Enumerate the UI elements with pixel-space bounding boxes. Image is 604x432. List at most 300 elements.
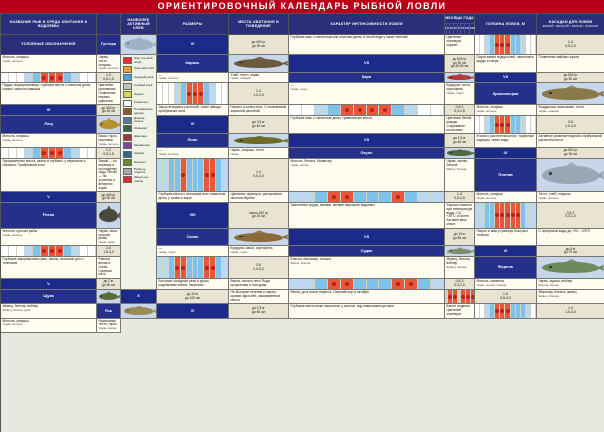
fish-silhouette (537, 257, 604, 278)
legend-item-4 (123, 91, 154, 98)
column-header-depth: ГЛУБИНА ЛОВЛИ, М (475, 14, 537, 35)
baits-cold-5 (157, 148, 229, 159)
peak-dot (506, 213, 510, 217)
activity-month-окт (72, 73, 80, 83)
legend-swatch (123, 159, 132, 166)
dorsal-fin (253, 230, 268, 233)
legend-item-7 (123, 117, 154, 124)
activity-strip-8 (475, 203, 537, 229)
activity-month-апр (25, 246, 33, 256)
depth-10 (229, 257, 289, 279)
bite-conditions-7: Цветение черемухи, распускание листьев березы (229, 192, 289, 203)
baits-cold-4 (1, 134, 97, 148)
bite-conditions-1: Появление майских жуков (537, 55, 604, 73)
activity-month-мар (17, 148, 25, 158)
bait-summer: Кукуруза, жмых, картофель (230, 246, 273, 251)
legend-item-3 (123, 83, 154, 90)
activity-row (445, 290, 474, 303)
fish-size-2 (537, 73, 604, 84)
bite-conditions-8: Хорошо ловится при температуре воды +12…+20°С и более. Активен весь сезон (445, 203, 475, 229)
bait-winter: Мотыль, опарыш (2, 318, 29, 323)
legend-label: Хороший клев (134, 66, 154, 71)
activity-month-фев (9, 148, 17, 158)
activity-month-май (33, 148, 41, 158)
activity-month-авг (379, 192, 392, 202)
depth-line: 1-4 (568, 306, 573, 311)
fish-size-12 (157, 290, 229, 304)
activity-month-дек (222, 257, 228, 278)
size-line: до 2,5 кг (252, 306, 265, 311)
depth-1 (97, 73, 121, 84)
activity-month-авг (56, 148, 64, 158)
best-bite-month-8: VIII (157, 203, 229, 229)
peak-dot (500, 309, 504, 313)
bait-winter: Мотыль, креветка (476, 279, 504, 284)
size-line: до 800 гр (563, 148, 578, 153)
legend-label: Нахлыст (134, 159, 147, 164)
column-header-fish (97, 14, 121, 35)
bait-winter: — (158, 148, 162, 153)
bait-autumn: Червь, малек (98, 326, 117, 331)
depth-line: 1-5 (503, 291, 508, 296)
fish-name-11: Форель (475, 257, 537, 279)
column-header-months (445, 14, 475, 35)
fish-silhouette (97, 116, 120, 133)
fish-illustration-6 (445, 148, 475, 159)
depth-line: 0,5-4,0 (500, 295, 511, 300)
fish-size-3 (97, 105, 121, 116)
depth-4 (537, 116, 604, 134)
activity-month-авг (56, 246, 64, 256)
dorsal-fin (564, 259, 581, 263)
bait-spring: Червь, мотыль (476, 109, 497, 114)
activity-month-дек (431, 279, 444, 289)
bait-winter: Мотыль, блесна, балансир (290, 159, 332, 164)
fish-illustration-9 (229, 229, 289, 247)
baits-cold-10 (289, 257, 445, 279)
activity-month-авг (56, 73, 64, 83)
size-line: до 300 гр (101, 105, 116, 110)
activity-month-дек (88, 246, 96, 256)
fish-illustration-3 (537, 83, 604, 105)
fish-name-7: Плотва (475, 159, 537, 192)
bait-summer: Червь, мясо, кусочки рыбы (98, 228, 119, 241)
bite-conditions-2: Цветение шиповника. Появление первых кувшинок (97, 83, 121, 105)
best-bite-month-4: VI (157, 116, 229, 134)
activity-month-июл (49, 73, 57, 83)
activity-month-дек (531, 35, 536, 54)
fish-silhouette (537, 159, 604, 191)
activity-month-дек (88, 73, 96, 83)
size-line: до 800 гр (563, 72, 578, 77)
activity-month-сен (64, 246, 72, 256)
depth-line: 3-8 (256, 262, 261, 267)
month-header-июл: VII (465, 24, 470, 34)
activity-strip-7 (289, 192, 445, 203)
activity-strip-13 (475, 304, 537, 318)
legend-swatch (123, 57, 132, 64)
bait-autumn: Малек, блесна (446, 166, 467, 171)
activity-month-апр (328, 192, 341, 202)
legend-label: Мормышка (134, 142, 150, 147)
legend-swatch (123, 168, 132, 175)
bait-autumn: Живец, блесна, джиг (2, 308, 31, 313)
best-bite-month-6: IX (475, 148, 537, 159)
activity-month-май (341, 279, 354, 289)
page-title: ОРИЕНТИРОВОЧНЫЙ КАЛЕНДАРЬ РЫБНОЙ ЛОВЛИ (0, 0, 604, 13)
activity-row (1, 148, 96, 158)
fish-silhouette (121, 304, 156, 317)
size-line: до 50 см (102, 283, 115, 288)
peak-dot (50, 151, 54, 155)
column-header-water: ХАРАКТЕР ИНТЕНСИВНОСТИ ЛОВЛИ (289, 14, 445, 35)
legend-swatch (123, 125, 132, 132)
activity-strip-11 (289, 279, 445, 290)
fish-silhouette (537, 83, 604, 104)
month-header-май: V (458, 24, 461, 34)
activity-month-май (33, 246, 41, 256)
activity-strip-0 (475, 35, 537, 55)
depth-9 (97, 246, 121, 257)
peak-dot (205, 173, 209, 177)
fish-illustration-8 (97, 203, 121, 229)
activity-month-июл (367, 192, 380, 202)
activity-row (1, 73, 96, 83)
dorsal-fin (135, 37, 144, 40)
activity-month-дек (531, 116, 536, 133)
activity-month-май (341, 105, 354, 115)
size-line: до 1,5 кг (453, 136, 466, 141)
depth-line: 3-6 (568, 119, 573, 124)
habitat-0: Глубокие ямы с глинистым или илистым дном, в тихой воде у таких течений (289, 35, 445, 55)
peak-dot (58, 249, 62, 253)
baits-cold-13 (1, 319, 97, 333)
baits-warm-6 (445, 159, 475, 192)
best-bite-month-9: VII (289, 229, 445, 247)
peak-dot (466, 295, 470, 299)
legend-swatch (123, 142, 132, 149)
depth-line: 0,5-1,5 (103, 152, 114, 157)
fish-body (234, 137, 284, 144)
activity-strip-3 (289, 105, 445, 116)
bite-conditions-9: С прогревом воды до +20…+25°С (537, 229, 604, 247)
bite-conditions-11: Весна, начало лета. Вода прозрачная и холодная (229, 279, 289, 290)
depth-line: 1,0-2,5 (253, 92, 264, 97)
fish-size-7 (97, 192, 121, 203)
peak-dot (345, 195, 349, 199)
legend-label: Кружки (134, 151, 144, 156)
activity-row (157, 257, 228, 278)
size-line: до 20 см (252, 214, 265, 219)
activity-month-мар (315, 279, 328, 289)
peak-dot (50, 249, 54, 253)
activity-month-апр (25, 73, 33, 83)
fish-illustration-0 (121, 35, 157, 55)
activity-row (475, 304, 536, 317)
legend-swatch (123, 83, 132, 90)
peak-dot (205, 266, 209, 270)
bait-summer: Хлеб, тесто, червь (230, 72, 260, 77)
activity-month-фев (9, 246, 17, 256)
bait-spring: Червь, мушка, блесна (476, 282, 507, 287)
size-line: до 35 см (252, 43, 265, 48)
habitat-6: Закоряженные места, свалы в глубины, у перекатов и обрывов. Прибрежная зона (1, 159, 97, 192)
legend-label: Спиннинг (134, 125, 148, 130)
activity-month-янв (289, 105, 302, 115)
activity-row (289, 279, 444, 289)
peak-dot (516, 213, 520, 217)
fish-size-9 (445, 229, 475, 247)
calendar-grid (0, 13, 604, 432)
month-header-июн: VI (461, 24, 465, 34)
peak-dot (181, 266, 185, 270)
depth-line: 0,5-2,5 (454, 196, 465, 201)
depth-line: 2,0-4,0 (565, 123, 576, 128)
habitat-2: Пруды, водохранилища, глубокие места с илистым дном, коряги, заросли камыша (1, 83, 97, 105)
column-header-place: МЕСТА ОБИТАНИЯ И ПОВЕДЕНИЕ (229, 14, 289, 35)
legend-label: Нерест (134, 91, 145, 96)
peak-dot (199, 92, 203, 96)
size-line: до 45 см (252, 123, 265, 128)
fish-silhouette (445, 148, 474, 158)
legend-label: Поплавочная удочка (134, 107, 153, 115)
bait-winter: — (158, 72, 162, 77)
column-header-best: НАИБОЛЕЕ АКТИВНЫЙ КЛЕВ (121, 14, 157, 35)
months-title: МЕСЯЦЫ ГОДА (445, 14, 474, 24)
baits-warm-1 (229, 73, 289, 84)
baits-warm-4 (97, 134, 121, 148)
size-line: до 5 кг (565, 246, 576, 251)
legend-item-12 (123, 159, 154, 166)
baits-warm-8 (97, 229, 121, 247)
depth-line: 0,5-2,0 (565, 43, 576, 48)
legend-label: Слабый клев (134, 83, 153, 88)
bait-autumn: Червь, мотыль (98, 141, 119, 146)
legend-item-13 (123, 168, 154, 175)
legend-item-6 (123, 108, 154, 115)
peak-dot (396, 282, 400, 286)
peak-dot (187, 92, 191, 96)
column-header-name: НАЗВАНИЕ РЫБ И СРЕДА ОБИТАНИЯ И ВОДОЕМЫ (1, 14, 97, 35)
fish-name-12: Щука (1, 290, 97, 304)
fish-body (542, 166, 598, 183)
activity-month-ноя (80, 246, 88, 256)
size-line: до 50 см (252, 310, 265, 314)
best-bite-month-3: VI (1, 105, 97, 116)
baits-warm-7 (537, 192, 604, 203)
activity-month-июл (49, 148, 57, 158)
size-line: до 2,5 кг (252, 120, 265, 125)
peak-dot (42, 76, 46, 80)
fish-name-10: Судак (289, 246, 445, 257)
depth-3 (445, 105, 475, 116)
bait-autumn: Живец, блесна (446, 264, 467, 269)
peak-dot (396, 195, 400, 199)
activity-month-окт (405, 279, 418, 289)
activity-month-авг (379, 105, 392, 115)
depth-line: 0,3-1,0 (565, 214, 576, 219)
legend-item-0 (123, 57, 154, 64)
baits-cold-0 (1, 55, 97, 73)
month-header-янв: I (445, 24, 447, 34)
bite-conditions-0: Цветение черемухи, сирени (445, 35, 475, 55)
fish-name-2: Карп (289, 73, 445, 84)
dorsal-fin (253, 57, 268, 60)
habitat-7: Глубокие места с песчаным или глинистым дном, у травы и коряг (157, 192, 229, 203)
size-line: до 45-50 см (450, 64, 469, 69)
depth-13 (537, 304, 604, 318)
fish-silhouette (229, 229, 288, 246)
peak-dot (181, 173, 185, 177)
size-line: до 30 см (564, 152, 577, 157)
peak-dot (383, 108, 387, 112)
activity-strip-10 (157, 257, 229, 279)
dorsal-fin (106, 205, 112, 210)
bait-autumn: Червь (230, 152, 239, 156)
fish-size-1 (445, 55, 475, 73)
legend-swatch (123, 66, 132, 73)
legend-label: Жор (лучший клев) (134, 56, 153, 64)
bait-winter: Мотыль, опарыш (2, 134, 29, 139)
depth-line: 1,0-3,0 (565, 310, 576, 314)
fish-silhouette (97, 203, 120, 228)
fish-body (234, 233, 284, 242)
activity-month-фев (9, 73, 17, 83)
fish-silhouette (229, 134, 288, 147)
dorsal-fin (106, 291, 112, 293)
bait-autumn: Червь, опарыш (230, 76, 252, 81)
dorsal-fin (457, 149, 464, 151)
fish-body (447, 75, 471, 80)
fish-name-1: Карась (157, 55, 229, 73)
month-header-мар: III (450, 24, 454, 34)
fish-illustration-4 (97, 116, 121, 134)
activity-month-фев (302, 192, 315, 202)
bait-autumn: Червь, мотыль (538, 196, 559, 201)
fish-body (542, 88, 598, 99)
activity-month-сен (392, 192, 405, 202)
depth-6 (229, 159, 289, 192)
month-abbrev-row (445, 24, 474, 34)
bait-spring: Червь, мотыль (2, 232, 23, 237)
baits-cold-9 (157, 246, 229, 257)
activity-month-ноя (418, 192, 431, 202)
bait-spring: Живец, блесна (538, 293, 559, 298)
depth-line: 1-2 (106, 148, 111, 153)
bait-spring: Червь, мотыль (476, 196, 497, 201)
bait-summer: Кукуруза, тесто, картофель (446, 83, 471, 92)
peak-dot (370, 108, 374, 112)
habitat-3: Заросли водных растений, тихие заводи, прибрежная зона (157, 105, 229, 116)
depth-line: 0,5-3,0 (253, 174, 264, 179)
activity-month-июн (41, 246, 49, 256)
activity-strip-2 (157, 83, 229, 105)
legend-label: Жерлица (134, 134, 147, 139)
legend-item-5 (123, 100, 154, 107)
best-bite-month-11: V (1, 279, 97, 290)
activity-month-окт (72, 148, 80, 158)
activity-month-июн (41, 148, 49, 158)
bait-winter: — (290, 83, 294, 88)
best-bite-month-7: V (1, 192, 97, 203)
bait-summer: Насекомые, тесто, горох (98, 318, 117, 327)
bait-autumn: Червь, горох (230, 250, 248, 255)
fish-illustration-7 (537, 159, 604, 192)
bait-summer: Червь, опарыш, тесто (230, 148, 265, 153)
best-bite-month-1: VII (289, 55, 445, 73)
peak-dot (193, 92, 197, 96)
depth-line: 0,5-3 (455, 279, 464, 284)
bait-winter: Мотыль, опарыш (2, 55, 29, 59)
baits-warm-9 (229, 246, 289, 257)
activity-month-ноя (80, 148, 88, 158)
legend-label: Рыба не ловится (134, 166, 146, 174)
dorsal-fin (253, 136, 268, 138)
depth-12 (475, 290, 537, 304)
fish-silhouette (121, 35, 156, 54)
depth-line: 0,3-1,5 (454, 109, 465, 114)
depth-5 (97, 148, 121, 159)
dorsal-fin (564, 85, 581, 89)
fish-name-3: Красноперка (475, 83, 537, 105)
fish-name-8: Ротан (1, 203, 97, 229)
depth-7 (445, 192, 475, 203)
baits-cold-2 (289, 83, 445, 105)
size-line: до 50 см (564, 76, 577, 81)
habitat-8: Заиленные пруды, канавы, мелкие заросшие водоемы (289, 203, 445, 229)
fish-size-8 (229, 203, 289, 229)
activity-month-дек (222, 83, 228, 104)
depth-line: 0,5-2 (455, 105, 464, 110)
depth-line: 2-6 (106, 246, 111, 251)
bite-conditions-12: Весна, до и после нереста. Осенний жор в октябре (289, 290, 445, 304)
activity-month-фев (302, 105, 315, 115)
activity-row (1, 246, 96, 256)
bait-summer: Каша, горох, перловка (98, 134, 118, 143)
activity-month-янв (1, 73, 9, 83)
bite-conditions-13: Вылет поденки. Цветение черемухи (445, 304, 475, 318)
baits-warm-12 (1, 304, 97, 318)
bait-summer: Червь, малек, блесна (446, 159, 468, 167)
size-line: до 600 гр (452, 56, 467, 61)
dorsal-fin (106, 118, 112, 121)
depth-11 (445, 279, 475, 290)
legend-item-10 (123, 142, 154, 149)
fish-silhouette (445, 246, 474, 256)
month-header-авг: VIII (470, 24, 476, 34)
fish-name-13: Язь (97, 304, 121, 318)
legend-item-14 (123, 176, 154, 183)
activity-month-ноя (418, 105, 431, 115)
activity-month-мар (17, 246, 25, 256)
bait-winter: Мотыль, опарыш (476, 105, 503, 110)
month-header-апр: IV (454, 24, 458, 34)
fish-body (542, 262, 598, 273)
activity-month-окт (72, 246, 80, 256)
size-line: до 10 кг (186, 291, 199, 296)
baits-subheaders: ЗИМОЙ / ВЕСНОЙ / ЛЕТОМ / ОСЕНЬЮ (542, 24, 599, 28)
legend-panel (121, 55, 157, 290)
habitat-13: Глубокие места ниже перекатов, у мостов, под нависшими кустами (289, 304, 445, 318)
peak-dot (58, 151, 62, 155)
bait-spring: Червь, горох (158, 250, 176, 255)
bait-autumn: Червь, опарыш (538, 109, 560, 114)
bait-autumn: Блесна, мушка (538, 282, 559, 287)
baits-cold-12 (537, 290, 604, 304)
activity-strip-1 (1, 73, 97, 84)
fish-name-4: Лещ (1, 116, 97, 134)
activity-month-ноя (80, 73, 88, 83)
